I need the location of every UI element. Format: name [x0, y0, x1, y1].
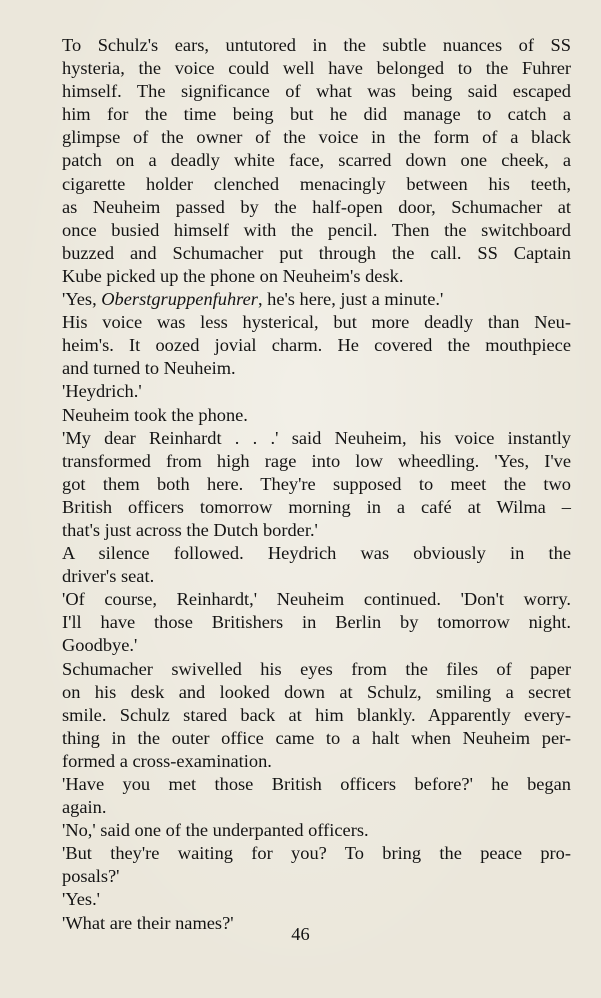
text-line: patch on a deadly white face, scarred down one cheek, a — [62, 150, 571, 171]
text-line: him for the time being but he did manage to catch a — [62, 104, 571, 125]
text-line: as Neuheim passed by the half-open door, Schumacher at — [62, 196, 571, 217]
text-line: A silence followed. Heydrich was obviously in the — [62, 543, 571, 564]
text-line: smile. Schulz stared back at him blankly. Apparently every- — [62, 704, 571, 725]
text-line: Goodbye.' — [62, 635, 138, 656]
text-line: To Schulz's ears, untutored in the subtle nuances of SS — [62, 35, 571, 55]
paragraph — [42, 658, 571, 773]
text-line: 'Of course, Reinhardt,' Neuheim continued. 'Don't worry. — [62, 589, 571, 610]
body-text — [42, 34, 571, 935]
paragraph — [42, 311, 571, 380]
text-line: His voice was less hysterical, but more deadly than Neu- — [62, 312, 571, 333]
text-line: hysteria, the voice could well have belonged to the Fuhrer — [62, 58, 571, 79]
text-line: 'Yes.' — [62, 889, 100, 910]
italic-title: Oberstgruppenfuhrer — [101, 289, 258, 310]
text-line: Neuheim took the phone. — [62, 404, 248, 425]
text-line: buzzed and Schumacher put through the call. SS Captain — [62, 242, 571, 263]
text-line: 'My dear Reinhardt . . .' said Neuheim, his voice instantly — [62, 427, 571, 448]
text-line: transformed from high rage into low wheedling. 'Yes, I've — [62, 450, 571, 471]
paragraph — [42, 588, 571, 657]
text-line: driver's seat. — [62, 566, 155, 587]
paragraph — [42, 819, 571, 842]
text-line: cigarette holder clenched menacingly between his teeth, — [62, 173, 571, 194]
paragraph — [42, 773, 571, 819]
paragraph — [42, 888, 571, 911]
text-line: thing in the outer office came to a halt when Neuheim per- — [62, 727, 571, 748]
paragraph — [42, 427, 571, 542]
text-line: formed a cross-examination. — [62, 750, 272, 771]
text-line: Kube picked up the phone on Neuheim's desk. — [62, 265, 404, 286]
text-line: glimpse of the owner of the voice in the form of a black — [62, 127, 571, 148]
text-line: that's just across the Dutch border.' — [62, 519, 318, 540]
text-line: got them both here. They're supposed to meet the two — [62, 473, 571, 494]
text-line: 'Yes, Oberstgruppenfuhrer, he's here, just a minute.' — [62, 289, 444, 310]
paragraph — [42, 542, 571, 588]
text-line: on his desk and looked down at Schulz, smiling a secret — [62, 681, 571, 702]
text-line: 'Have you met those British officers before?' he began — [62, 774, 571, 794]
text-line: and turned to Neuheim. — [62, 358, 236, 379]
text-line: 'No,' said one of the underpanted officers. — [62, 820, 369, 841]
page-number: 46 — [291, 924, 310, 944]
paragraph — [42, 404, 571, 427]
text-line: heim's. It oozed jovial charm. He covered the mouthpiece — [62, 335, 571, 356]
paragraph — [42, 34, 571, 288]
paragraph — [42, 842, 571, 888]
paragraph — [42, 288, 571, 311]
text-line: posals?' — [62, 866, 120, 887]
text-line: Schumacher swivelled his eyes from the files of paper — [62, 658, 571, 679]
paragraph — [42, 380, 571, 403]
text-line: 'Heydrich.' — [62, 381, 142, 402]
text-line: 'But they're waiting for you? To bring the peace pro- — [62, 843, 571, 864]
text-line: I'll have those Britishers in Berlin by tomorrow night. — [62, 612, 571, 633]
text-line: himself. The significance of what was being said escaped — [62, 81, 571, 102]
text-line: again. — [62, 797, 107, 818]
text-line: 'What are their names?' — [62, 912, 234, 933]
text-line: once busied himself with the pencil. Then the switchboard — [62, 219, 571, 240]
text-line: British officers tomorrow morning in a café at Wilma – — [62, 496, 571, 517]
